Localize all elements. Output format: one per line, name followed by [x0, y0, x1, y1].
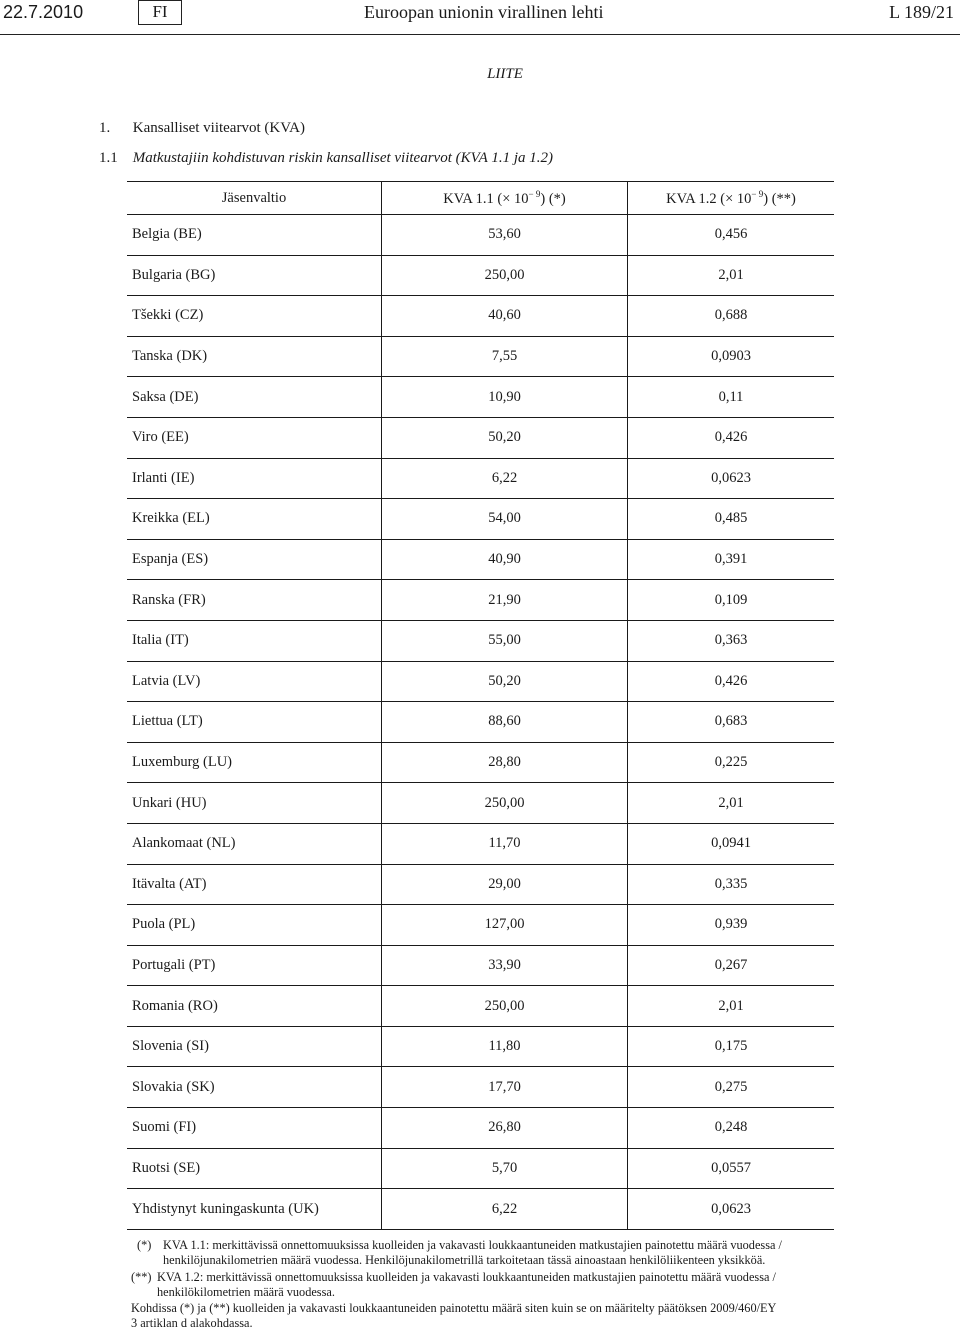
publication-date: 22.7.2010: [3, 2, 84, 22]
cell-kva-1-2: 0,683: [628, 702, 835, 743]
cell-kva-1-1: 50,20: [382, 661, 628, 702]
table-body: [127, 215, 834, 1230]
cell-member-state: Ruotsi (SE): [127, 1148, 382, 1189]
cell-kva-1-2: 0,11: [628, 377, 835, 418]
cell-kva-1-1: 26,80: [382, 1108, 628, 1149]
footnote-1-line-2: henkilöjunakilometrien määrä vuodessa. Henkilöjunakilometrillä tarkoitetaan tässä ainoastaan henkilöliikenteen yksikköä.: [163, 1253, 766, 1267]
header-kva-1-2-exponent: − 9: [751, 188, 764, 199]
cell-member-state: Romania (RO): [127, 986, 382, 1027]
table-row: [127, 255, 834, 296]
table-row: [127, 1189, 834, 1230]
cell-member-state: Portugali (PT): [127, 945, 382, 986]
cell-kva-1-1: 28,80: [382, 742, 628, 783]
cell-kva-1-1: 17,70: [382, 1067, 628, 1108]
table-row: [127, 742, 834, 783]
journal-title: Euroopan unionin virallinen lehti: [364, 2, 604, 22]
cell-member-state: Ranska (FR): [127, 580, 382, 621]
table-row: [127, 783, 834, 824]
table-header-row: [127, 182, 834, 215]
cell-kva-1-2: 0,335: [628, 864, 835, 905]
cell-kva-1-1: 10,90: [382, 377, 628, 418]
table-row: [127, 702, 834, 743]
cell-kva-1-1: 29,00: [382, 864, 628, 905]
cell-kva-1-1: 6,22: [382, 1189, 628, 1230]
header-kva-1-2: [628, 182, 835, 215]
table-row: [127, 864, 834, 905]
cell-kva-1-1: 250,00: [382, 986, 628, 1027]
cell-kva-1-2: 0,267: [628, 945, 835, 986]
header-kva-1-1-post: ) (*): [540, 190, 566, 207]
cell-kva-1-2: 0,688: [628, 296, 835, 337]
cell-member-state: Slovenia (SI): [127, 1026, 382, 1067]
cell-member-state: Suomi (FI): [127, 1108, 382, 1149]
header-kva-1-2-post: ) (**): [763, 190, 796, 207]
cell-member-state: Tanska (DK): [127, 336, 382, 377]
table-row: [127, 458, 834, 499]
table-row: [127, 1067, 834, 1108]
cell-kva-1-2: 0,225: [628, 742, 835, 783]
cell-kva-1-1: 40,60: [382, 296, 628, 337]
footnote-1: [137, 1238, 867, 1268]
header-member-state: Jäsenvaltio: [127, 182, 382, 215]
cell-member-state: Luxemburg (LU): [127, 742, 382, 783]
cell-member-state: Bulgaria (BG): [127, 255, 382, 296]
cell-member-state: Espanja (ES): [127, 539, 382, 580]
subsection-number: 1.1: [99, 150, 118, 166]
table-row: [127, 945, 834, 986]
table-row: [127, 986, 834, 1027]
table-row: [127, 539, 834, 580]
cell-kva-1-1: 5,70: [382, 1148, 628, 1189]
cell-kva-1-2: 0,248: [628, 1108, 835, 1149]
cell-kva-1-2: 2,01: [628, 986, 835, 1027]
header-kva-1-2-pre: KVA 1.2 (× 10: [666, 190, 752, 207]
cell-kva-1-2: 0,939: [628, 905, 835, 946]
cell-kva-1-1: 21,90: [382, 580, 628, 621]
header-kva-1-1: [382, 182, 628, 215]
table-row: [127, 1148, 834, 1189]
cell-kva-1-2: 0,0623: [628, 458, 835, 499]
section-heading-1: [99, 120, 305, 137]
cell-kva-1-1: 53,60: [382, 215, 628, 256]
cell-kva-1-1: 50,20: [382, 417, 628, 458]
cell-kva-1-2: 0,426: [628, 417, 835, 458]
cell-kva-1-1: 250,00: [382, 255, 628, 296]
cell-kva-1-1: 11,70: [382, 823, 628, 864]
cell-member-state: Irlanti (IE): [127, 458, 382, 499]
cell-member-state: Kreikka (EL): [127, 499, 382, 540]
footnote-1-line-1: KVA 1.1: merkittävissä onnettomuuksissa kuolleiden ja vakavasti loukkaantuneiden matkustajien painotettu määrä vuodessa /: [163, 1238, 782, 1252]
cell-member-state: Alankomaat (NL): [127, 823, 382, 864]
subsection-heading-1-1: [99, 150, 553, 167]
cell-member-state: Itävalta (AT): [127, 864, 382, 905]
footnote-2-marker: (**): [131, 1270, 152, 1284]
cell-kva-1-1: 127,00: [382, 905, 628, 946]
header-kva-1-1-exponent: − 9: [528, 188, 541, 199]
footnote-2-line-2: henkilökilometrien määrä vuodessa.: [157, 1285, 335, 1299]
cell-kva-1-1: 11,80: [382, 1026, 628, 1067]
footnote-3-line-2: 3 artiklan d alakohdassa.: [131, 1316, 253, 1330]
table-row: [127, 215, 834, 256]
page-header: [0, 0, 960, 35]
cell-kva-1-2: 0,363: [628, 620, 835, 661]
cell-member-state: Tšekki (CZ): [127, 296, 382, 337]
cell-kva-1-1: 55,00: [382, 620, 628, 661]
cell-kva-1-2: 0,109: [628, 580, 835, 621]
language-code-box: FI: [138, 0, 182, 25]
cell-member-state: Unkari (HU): [127, 783, 382, 824]
table-row: [127, 580, 834, 621]
cell-member-state: Saksa (DE): [127, 377, 382, 418]
annex-title: LIITE: [487, 66, 523, 82]
cell-member-state: Puola (PL): [127, 905, 382, 946]
section-title: Kansalliset viitearvot (KVA): [132, 120, 305, 136]
cell-kva-1-2: 0,175: [628, 1026, 835, 1067]
table-row: [127, 499, 834, 540]
cell-kva-1-2: 0,456: [628, 215, 835, 256]
cell-member-state: Belgia (BE): [127, 215, 382, 256]
table-row: [127, 417, 834, 458]
footnote-2: [131, 1270, 867, 1300]
cell-member-state: Yhdistynyt kuningaskunta (UK): [127, 1189, 382, 1230]
cell-kva-1-1: 54,00: [382, 499, 628, 540]
cell-member-state: Liettua (LT): [127, 702, 382, 743]
cell-kva-1-2: 0,0557: [628, 1148, 835, 1189]
table-row: [127, 661, 834, 702]
cell-kva-1-1: 7,55: [382, 336, 628, 377]
cell-kva-1-2: 2,01: [628, 255, 835, 296]
table-row: [127, 377, 834, 418]
table-row: [127, 905, 834, 946]
cell-kva-1-2: 0,391: [628, 539, 835, 580]
subsection-title: Matkustajiin kohdistuvan riskin kansalliset viitearvot (KVA 1.1 ja 1.2): [132, 150, 553, 166]
footnote-3: [131, 1301, 867, 1331]
header-kva-1-1-pre: KVA 1.1 (× 10: [443, 190, 529, 207]
cell-kva-1-2: 0,426: [628, 661, 835, 702]
cell-member-state: Slovakia (SK): [127, 1067, 382, 1108]
table-row: [127, 336, 834, 377]
table-row: [127, 620, 834, 661]
page-reference: L 189/21: [889, 2, 954, 22]
cell-member-state: Italia (IT): [127, 620, 382, 661]
reference-values-table: [127, 181, 834, 1230]
footnote-3-line-1: Kohdissa (*) ja (**) kuolleiden ja vakavasti loukkaantuneiden painotettu määrä siten kuin se on määritelty päätöksen 2009/460/EY: [131, 1301, 777, 1315]
cell-kva-1-2: 2,01: [628, 783, 835, 824]
cell-kva-1-1: 33,90: [382, 945, 628, 986]
cell-kva-1-2: 0,0941: [628, 823, 835, 864]
table-row: [127, 1108, 834, 1149]
cell-kva-1-2: 0,0623: [628, 1189, 835, 1230]
table-row: [127, 296, 834, 337]
section-number: 1.: [99, 120, 111, 136]
cell-kva-1-1: 250,00: [382, 783, 628, 824]
cell-kva-1-2: 0,275: [628, 1067, 835, 1108]
cell-kva-1-2: 0,0903: [628, 336, 835, 377]
cell-kva-1-2: 0,485: [628, 499, 835, 540]
table-row: [127, 1026, 834, 1067]
table-row: [127, 823, 834, 864]
cell-kva-1-1: 88,60: [382, 702, 628, 743]
cell-member-state: Latvia (LV): [127, 661, 382, 702]
cell-member-state: Viro (EE): [127, 417, 382, 458]
footnote-2-line-1: KVA 1.2: merkittävissä onnettomuuksissa kuolleiden ja vakavasti loukkaantuneiden matkustajien painotettu määrä vuodessa /: [157, 1270, 776, 1284]
cell-kva-1-1: 6,22: [382, 458, 628, 499]
footnote-1-marker: (*): [137, 1238, 152, 1252]
cell-kva-1-1: 40,90: [382, 539, 628, 580]
